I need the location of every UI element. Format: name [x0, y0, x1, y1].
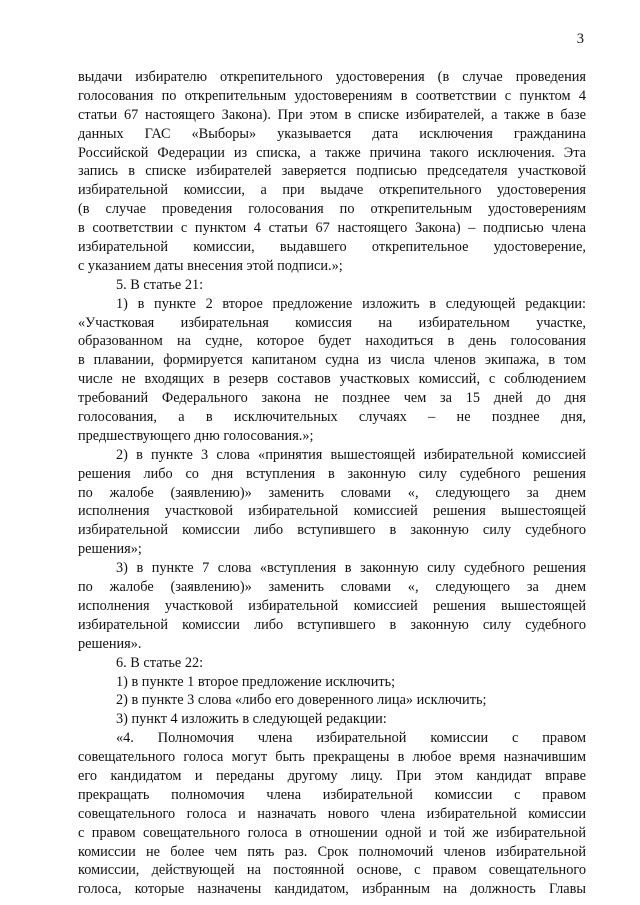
- text-line: по жалобе (заявлению)» заменить словами «, следующего за днем: [78, 579, 586, 596]
- text-line: избирательной комиссии либо вступившего в законную силу судебного: [78, 522, 586, 539]
- text-line: предшествующего дню голосования.»;: [78, 427, 314, 444]
- text-line: решения».: [78, 635, 142, 652]
- text-line: запись в списке избирателей заверяется подписью председателя участковой: [78, 163, 586, 180]
- text-line: голоса, которые назначены кандидатом, избранным на должность Главы: [78, 881, 586, 898]
- text-line: в плавании, формируется капитаном судна из числа членов экипажа, в том: [78, 352, 586, 369]
- text-line: исполнения участковой избирательной комиссией решения вышестоящей: [78, 597, 586, 614]
- text-line: 3) пункт 4 изложить в следующей редакции:: [116, 711, 387, 728]
- text-line: комиссии, действующей на постоянной основе, с правом совещательного: [78, 862, 586, 879]
- text-line: голосования по открепительным удостоверениям в соответствии с пунктом 4: [78, 87, 586, 104]
- text-line: избирательной комиссии, а при выдаче открепительного удостоверения: [78, 182, 586, 199]
- text-line: образованном на судне, которое будет находиться в день голосования: [78, 333, 586, 350]
- text-line: 1) в пункте 1 второе предложение исключить;: [116, 673, 396, 690]
- text-line: 6. В статье 22:: [116, 654, 204, 671]
- text-line: статьи 67 настоящего Закона). При этом в списке избирателей, а также в базе: [78, 106, 586, 123]
- text-line: требований Федерального закона не позднее чем за 15 дней до дня: [78, 390, 586, 407]
- text-line: 5. В статье 21:: [116, 276, 204, 293]
- text-line: совещательного голоса могут быть прекращены в любое время назначившим: [78, 749, 586, 766]
- text-line: исполнения участковой избирательной комиссией решения вышестоящей: [78, 503, 586, 520]
- text-line: 2) в пункте 3 слова «принятия вышестоящей избирательной комиссией: [116, 446, 586, 463]
- text-line: «Участковая избирательная комиссия на избирательном участке,: [78, 314, 586, 331]
- page-number: 3: [576, 31, 584, 47]
- text-line: прекращать полномочия члена избирательной комиссии с правом: [78, 786, 586, 803]
- text-line: решения»;: [78, 541, 142, 558]
- text-line: с правом совещательного голоса в отношении одной и той же избирательной: [78, 824, 586, 841]
- text-line: (в случае проведения голосования по открепительным удостоверениям: [78, 201, 586, 218]
- text-line: избирательной комиссии либо вступившего в законную силу судебного: [78, 616, 586, 633]
- text-line: совещательного голоса и назначать нового члена избирательной комиссии: [78, 805, 586, 822]
- text-line: комиссии не более чем пять раз. Срок полномочий членов избирательной: [78, 843, 586, 860]
- text-line: выдачи избирателю открепительного удостоверения (в случае проведения: [78, 69, 586, 85]
- text-line: данных ГАС «Выборы» указывается дата исключения гражданина: [78, 125, 586, 142]
- text-line: по жалобе (заявлению)» заменить словами «, следующего за днем: [78, 484, 586, 501]
- text-line: избирательной комиссии, выдавшего открепительное удостоверение,: [78, 239, 586, 256]
- text-line: голосования, а в исключительных случаях – не позднее дня,: [78, 409, 586, 426]
- text-line: Российской Федерации из списка, а также причина такого исключения. Эта: [78, 144, 586, 161]
- text-line: его кандидатом и переданы другому лицу. При этом кандидат вправе: [78, 767, 586, 784]
- text-line: с указанием даты внесения этой подписи.»;: [78, 257, 343, 274]
- document-body: [78, 68, 586, 899]
- text-line: решения либо со дня вступления в законную силу судебного решения: [78, 465, 586, 482]
- text-line: в соответствии с пунктом 4 статьи 67 настоящего Закона) – подписью члена: [78, 220, 586, 237]
- text-line: числе не входящих в резерв составов участковых комиссий, с соблюдением: [78, 371, 586, 388]
- text-line: «4. Полномочия члена избирательной комиссии с правом: [116, 730, 586, 747]
- text-line: 3) в пункте 7 слова «вступления в законную силу судебного решения: [116, 560, 586, 577]
- text-line: 1) в пункте 2 второе предложение изложить в следующей редакции:: [116, 295, 586, 312]
- text-line: 2) в пункте 3 слова «либо его доверенного лица» исключить;: [116, 692, 487, 709]
